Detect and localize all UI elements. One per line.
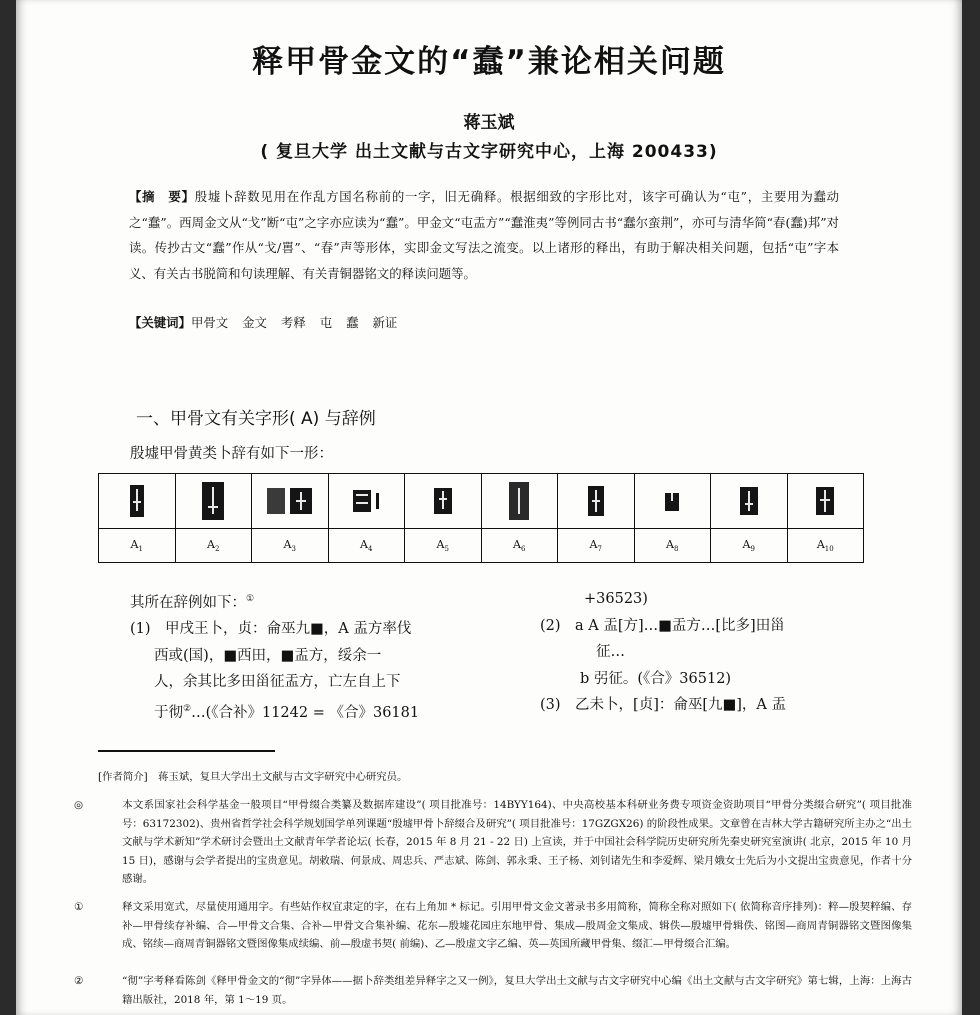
oracle-glyph-image xyxy=(740,487,758,515)
glyph-label: $A_6$ xyxy=(481,529,558,563)
example-line: (1) 甲戌王卜，贞：侖巫九■，A 盂方率伐 xyxy=(130,621,412,638)
oracle-glyph-image xyxy=(588,486,604,516)
example-line: b 弜征。(《合》36512) xyxy=(580,670,732,687)
oracle-glyph-image xyxy=(509,482,529,520)
glyph-label: $A_7$ xyxy=(558,529,635,563)
example-line: 西或(国)，■西田，■盂方，绥余一 xyxy=(154,647,382,664)
author-name: 蒋玉斌 xyxy=(463,113,515,133)
example-line: (2) a A 盂[方]…■盂方…[比多]田甾 xyxy=(540,617,785,634)
section-heading: 一、甲骨文有关字形( A) 与辞例 xyxy=(136,409,376,429)
examples-right-column xyxy=(540,586,870,719)
glyph-label: $A_1$ xyxy=(99,529,176,563)
keyword: 蠢 xyxy=(346,315,359,330)
glyph-cell xyxy=(328,474,405,529)
fund-note: ◎ 本文系国家社会科学基金一般项目“甲骨缀合类纂及数据库建设”( 项目批准号：14BYY164)、中央高校基本科研业务费专项资金资助项目“甲骨分类缀合研究”( 项目批准号：63172302)、贵州省哲学社会科学规划国学单列课题“殷墟甲骨卜辞缀合及研究”( 项目批准号：17GZGX26) 的阶段性成果。文章曾在吉林大学古籍研究所主办之“出土文献与学术新知”学术研讨会暨出土文献青年学者论坛( 长春，2015 年 8 月 21 - 22 日) 上宣读，并于中国社会科学院历史研究所先秦史研究室演讲( 北京，2015 年 10 月 15 日)，感谢与会学者提出的宝贵意见。胡敕瑞、何景成、周忠兵、严志斌、陈剑、郭永秉、王子杨、刘钊诸先生和李爱辉、梁月娥女士先后为小文提出宝贵意见，作者十分感谢。 xyxy=(74,799,912,885)
glyph-cell xyxy=(252,474,329,529)
keyword: 考释 xyxy=(280,315,306,330)
glyph-cell xyxy=(787,474,864,529)
oracle-glyph-image xyxy=(434,488,452,514)
oracle-glyph-image xyxy=(130,485,144,517)
glyph-table xyxy=(98,473,864,563)
glyph-label: $A_9$ xyxy=(711,529,788,563)
section-intro: 殷墟甲骨黄类卜辞有如下一形： xyxy=(130,446,333,462)
example-line: 征… xyxy=(596,644,625,660)
keyword: 甲骨文 xyxy=(190,315,229,330)
glyph-cell xyxy=(99,474,176,529)
abstract-label: 【摘 要】 xyxy=(129,189,195,204)
oracle-glyph-image xyxy=(376,493,379,509)
glyph-label: $A_3$ xyxy=(252,529,329,563)
keyword: 屯 xyxy=(319,315,333,330)
example-line: +36523) xyxy=(584,591,648,607)
examples-intro: 其所在辞例如下：① xyxy=(130,594,255,611)
author-bio: [作者简介] 蒋玉斌，复旦大学出土文献与古文字研究中心研究员。 xyxy=(98,771,408,783)
oracle-glyph-image xyxy=(665,493,679,511)
footnote-divider xyxy=(98,750,275,752)
example-line: 人，余其比多田甾征盂方，亡左自上下 xyxy=(154,674,401,691)
abstract-text: 殷墟卜辞数见用在作乱方国名称前的一字，旧无确释。根据细致的字形比对，该字可确认为“屯”，主要用为蠢动之“蠢”。西周金文从“戈”断“屯”之字亦应读为“蠢”。甲金文“屯盂方”“蠢淮夷”等例同古书“蠢尔蛮荆”，亦可与清华简“春(蠢)邦”对读。传抄古文“蠢”作从“戈/嘼”、“春”声等形体，实即金文写法之流变。以上诸形的释出，有助于解决相关问题，包括“屯”字本义、有关古书脱简和句读理解、有关青铜器铭文的释读问题等。 xyxy=(129,189,840,281)
keywords xyxy=(129,310,411,335)
glyph-cell xyxy=(558,474,635,529)
oracle-glyph-image xyxy=(816,487,834,515)
glyph-cell xyxy=(711,474,788,529)
glyph-cell xyxy=(175,474,252,529)
author-affiliation: ( 复旦大学 出土文献与古文字研究中心，上海 200433) xyxy=(260,142,718,162)
keywords-label: 【关键词】 xyxy=(129,315,191,330)
paper-title: 释甲骨金文的“蠢”兼论相关问题 xyxy=(252,44,726,80)
example-line: (3) 乙未卜，[贞]：侖巫[九■]，A 盂 xyxy=(540,697,786,713)
examples-left-column xyxy=(130,586,470,726)
footnote-2: ② “彻”字考释看陈剑《释甲骨金文的“彻”字异体——据卜辞类组差异释字之又一例》，复旦大学出土文献与古文字研究中心编《出土文献与古文字研究》第七辑，上海：上海古籍出版社，2018 年，第 1～19 页。 xyxy=(74,975,912,1006)
footnote-1: ① 释文采用宽式，尽量使用通用字。有些姑作权宜隶定的字，在右上角加 * 标记。引用甲骨文金文著录书多用简称，简称全称对照如下( 依简称音序排列)：粹—殷契粹编、存补—甲骨续存补编、合—甲骨文合集、合补—甲骨文合集补编、花东—殷墟花园庄东地甲骨、集成—殷周金文集成、辑佚—殷墟甲骨辑佚、铭图—商周青铜器铭文暨图像集成、铭续—商周青铜器铭文暨图像集成续编、前—殷虚书契( 前编)、乙—殷虚文字乙编、英—英国所藏甲骨集、缀汇—甲骨缀合汇编。 xyxy=(74,901,912,950)
glyph-label: $A_{10}$ xyxy=(787,529,864,563)
glyph-label: $A_4$ xyxy=(328,529,405,563)
oracle-glyph-image xyxy=(202,482,224,520)
glyph-cell xyxy=(634,474,711,529)
oracle-glyph-image xyxy=(353,490,371,512)
glyph-cell xyxy=(481,474,558,529)
example-line: 于彻②…(《合补》11242 = 《合》36181 xyxy=(154,703,420,721)
keyword: 金文 xyxy=(242,315,267,330)
oracle-glyph-image xyxy=(267,488,285,514)
glyph-label: $A_2$ xyxy=(175,529,252,563)
glyph-cell xyxy=(405,474,482,529)
oracle-glyph-image xyxy=(290,488,312,514)
paper-page xyxy=(16,0,962,1015)
glyph-label: $A_8$ xyxy=(634,529,711,563)
abstract xyxy=(129,184,839,286)
keyword: 新证 xyxy=(372,315,398,330)
glyph-label: $A_5$ xyxy=(405,529,482,563)
